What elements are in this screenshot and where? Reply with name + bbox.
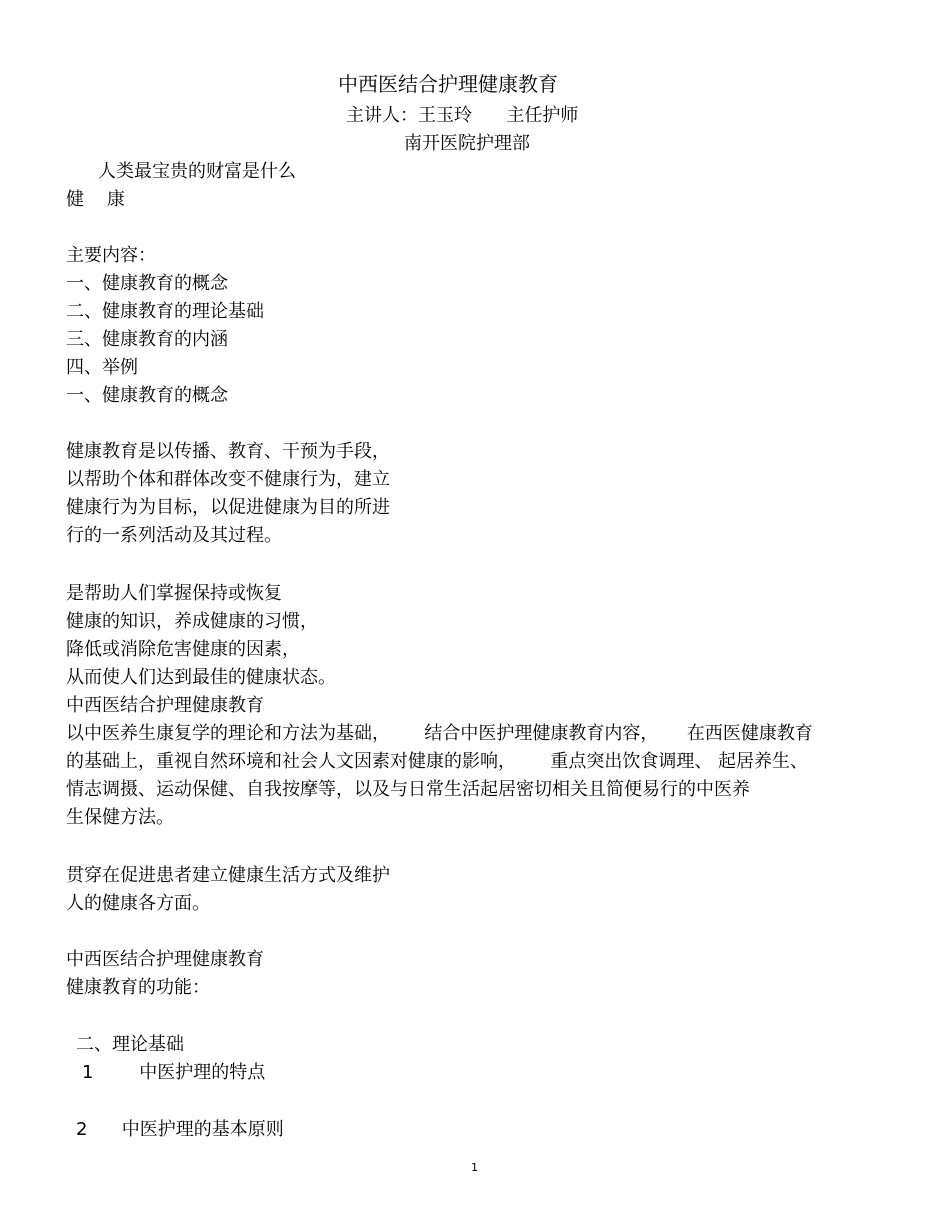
paragraph-line: 的基础上，重视自然环境和社会人文因素对健康的影响， 重点突出饮食调理、 起居养生、 — [66, 751, 809, 772]
list-item: 2 中医护理的基本原则 — [76, 1119, 284, 1140]
paragraph-line: 以帮助个体和群体改变不健康行为，建立 — [66, 469, 390, 490]
contents-item: 四、举例 — [66, 357, 138, 378]
function-label: 健康教育的功能： — [66, 977, 210, 998]
paragraph-line: 贯穿在促进患者建立健康生活方式及维护 — [66, 865, 390, 886]
paragraph-line: 从而使人们达到最佳的健康状态。 — [66, 667, 336, 688]
paragraph-line: 人的健康各方面。 — [66, 893, 210, 914]
paragraph-line: 健康教育是以传播、教育、干预为手段， — [66, 441, 390, 462]
section2-heading: 二、理论基础 — [76, 1034, 184, 1055]
contents-item: 一、健康教育的概念 — [66, 273, 228, 294]
paragraph-line: 健康的知识，养成健康的习惯， — [66, 611, 318, 632]
intro-question: 人类最宝贵的财富是什么 — [98, 161, 296, 182]
department-line: 南开医院护理部 — [404, 133, 530, 154]
list-item: 1 中医护理的特点 — [82, 1062, 266, 1083]
contents-item: 二、健康教育的理论基础 — [66, 301, 264, 322]
page-number: 1 — [471, 1161, 478, 1174]
section1-heading: 一、健康教育的概念 — [66, 385, 228, 406]
subheading: 中西医结合护理健康教育 — [66, 949, 264, 970]
document-title: 中西医结合护理健康教育 — [338, 72, 558, 96]
paragraph-line: 降低或消除危害健康的因素， — [66, 639, 300, 660]
paragraph-line: 情志调摄、运动保健、自我按摩等，以及与日常生活起居密切相关且简便易行的中医养 — [66, 779, 750, 800]
speaker-line: 主讲人：王玉玲 主任护师 — [346, 105, 579, 126]
paragraph-line: 健康行为为目标，以促进健康为目的所进 — [66, 497, 390, 518]
intro-answer: 健 康 — [66, 189, 125, 210]
contents-item: 三、健康教育的内涵 — [66, 329, 228, 350]
paragraph-line: 以中医养生康复学的理论和方法为基础， 结合中医护理健康教育内容， 在西医健康教育 — [66, 723, 813, 744]
paragraph-line: 生保健方法。 — [66, 807, 174, 828]
subheading: 中西医结合护理健康教育 — [66, 695, 264, 716]
paragraph-line: 是帮助人们掌握保持或恢复 — [66, 583, 282, 604]
contents-heading: 主要内容： — [66, 245, 156, 266]
paragraph-line: 行的一系列活动及其过程。 — [66, 525, 282, 546]
